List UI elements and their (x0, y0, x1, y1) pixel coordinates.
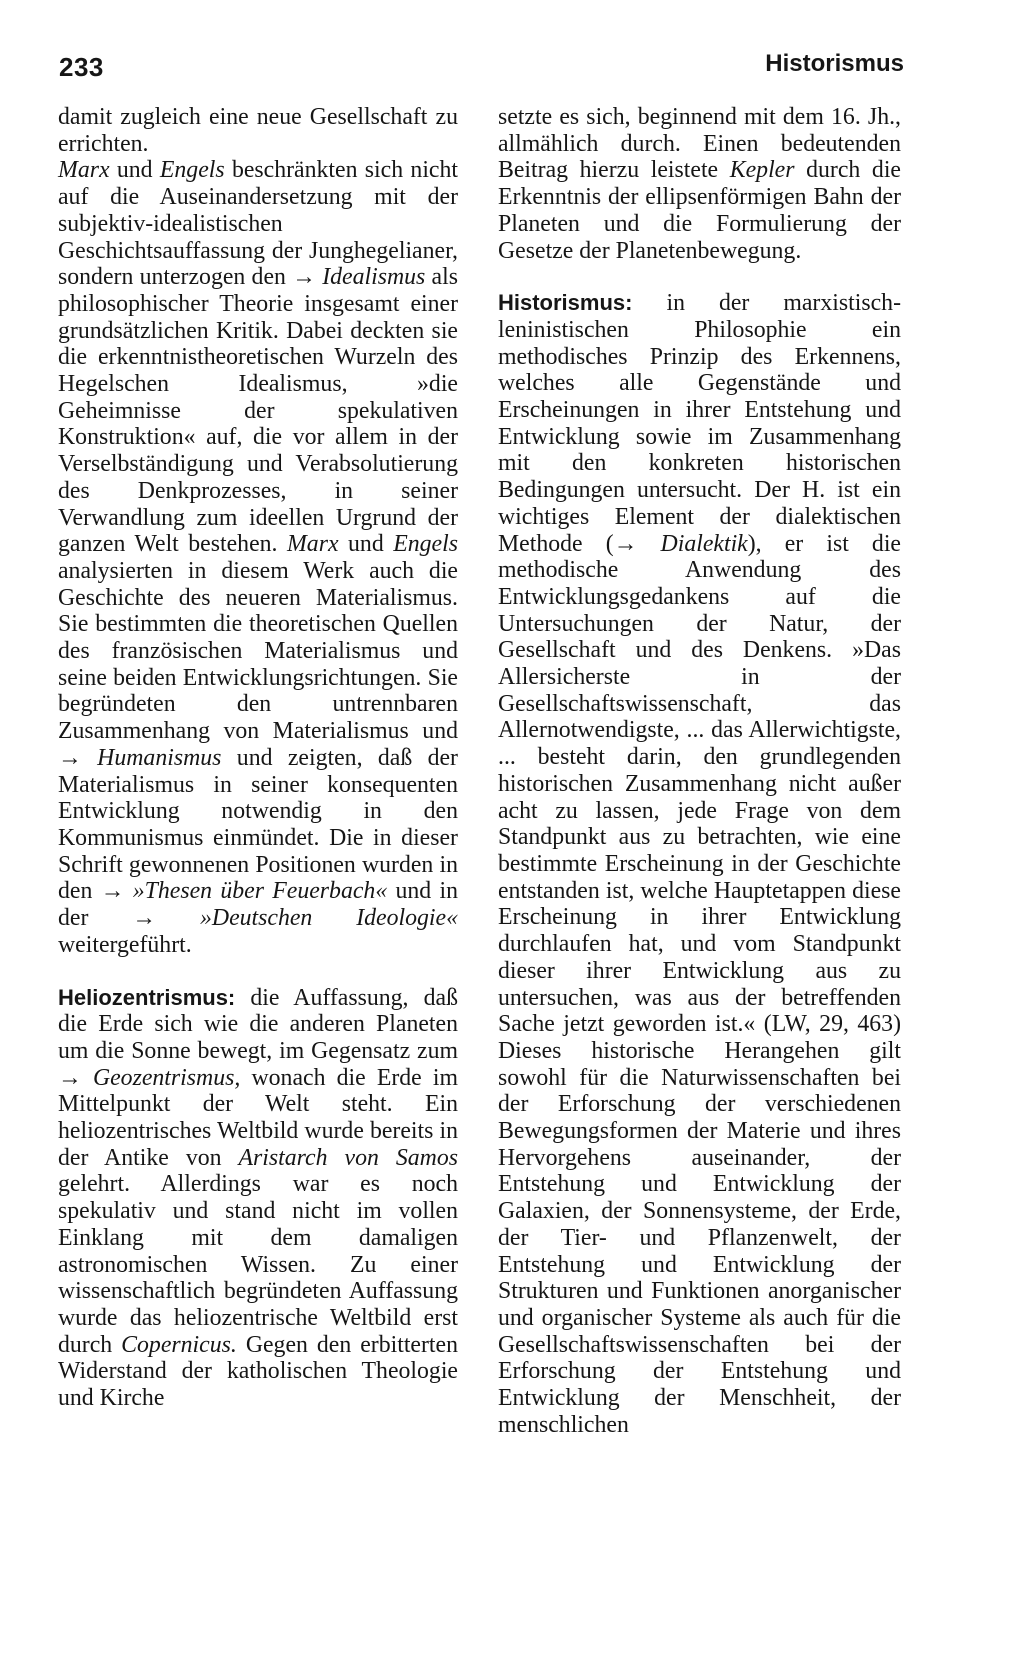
text-run: ), er ist die methodische Anwendung des Entwicklungsgedankens auf die Untersuchungen der Natur, der Gesellschaft und des Denkens. »Das Allersicherste in der Gesellschaftswissenschaft, das Allernotwendigste, ... das Allerwichtigste, ... besteht darin, den grundlegenden historischen Zusammenhang nicht außer acht zu lassen, jede Frage von dem Standpunkt aus zu betrachten, wie eine bestimmte Erscheinung in der Geschichte entstanden ist, welche Hauptetappen diese Erscheinung in ihrer Entwicklung durchlaufen hat, und vom Standpunkt dieser ihrer Entwicklung aus zu untersuchen, was aus der betreffenden Sache jetzt geworden ist.« (LW, 29, 463) Dieses historische Herangehen gilt sowohl für die Naturwissenschaften bei der Erforschung der verschiedenen Bewegungsformen der Materie und ihres Hervorgehens auseinander, der Entstehung und Entwicklung der Galaxien, der Sonnensysteme, der Erde, der Tier- und Pflanzenwelt, der Entstehung und Entwicklung der Strukturen und Funktionen anorganischer und organischer Systeme als auch für die Gesellschaftswissenschaften bei der Erforschung der Entstehung und Entwicklung der Menschheit, der menschlichen (498, 530, 901, 1438)
text-run: weitergeführt. (58, 931, 192, 958)
entry-keyword-heliozentrismus: Heliozentrismus: (58, 984, 236, 1010)
name-marx: Marx (286, 531, 339, 558)
text-run: wonach die Erde im Mittelpunkt der Welt steht. Ein heliozentrisches Weltbild wurde bereits in der Antike von (58, 1064, 458, 1171)
paragraph-continuation: damit zugleich eine neue Gesellschaft zu errichten. (58, 104, 458, 157)
text-run: gelehrt. Allerdings war es noch spekulativ und stand nicht im vollen Einklang mit dem damaligen astronomischen Wissen. Zu einer wissenschaftlich begründeten Auffassung wurde das heliozentrische Weltbild erst durch (58, 1171, 458, 1358)
right-column (498, 104, 901, 1438)
text-run: Gegen den erbitterten Widerstand der katholischen Theologie und Kirche (58, 1331, 458, 1412)
crossref-dialektik[interactable]: Dialektik (660, 530, 748, 557)
crossref-deutsche-ideologie[interactable]: »Deutschen Ideologie« (199, 905, 458, 932)
paragraph-continuation (498, 104, 901, 264)
text-run: beschränkten sich nicht auf die Auseinandersetzung mit der subjektiv-idealistischen Geschichtsauffassung der Junghegelianer, sondern unterzogen den → (58, 157, 459, 291)
entry-historismus (498, 290, 901, 1438)
name-engels: Engels (159, 157, 225, 184)
name-engels: Engels (393, 531, 458, 558)
text-run: analysierten in diesem Werk auch die Geschichte des neueren Materialismus. Sie bestimmten die theoretischen Quellen des französischen Materialismus und seine beiden Entwicklungsrichtungen. Sie begründeten den untrennbaren Zusammenhang von Materialismus und → (58, 557, 458, 771)
text-run: setzte es sich, beginnend mit dem 16. Jh., allmählich durch. Einen bedeutenden Beitrag hierzu leistete (498, 104, 901, 184)
text-run: durch die Erkenntnis der ellipsenförmigen Bahn der Planeten und die Formulierung der Gesetze der Planetenbewegung. (498, 157, 901, 264)
text-run: die Auffassung, daß die Erde sich wie die anderen Planeten um die Sonne bewegt, im Gegensatz zum → (58, 984, 458, 1091)
page-number: 233 (59, 52, 104, 82)
name-kepler: Kepler (729, 157, 795, 184)
text-run: und in der → (58, 878, 458, 932)
entry-keyword-historismus: Historismus: (498, 290, 633, 316)
crossref-idealismus[interactable]: Idealismus (322, 264, 426, 291)
paragraph-marx-engels (58, 157, 458, 958)
entry-heliozentrismus (58, 985, 458, 1412)
text-run: und (109, 157, 160, 184)
running-head: Historismus (765, 50, 904, 77)
text-run: und zeigten, daß der Materialismus in seiner konsequenten Entwicklung notwendig in den Kommunismus einmündet. Die in dieser Schrift gewonnenen Positionen wurden in den → (58, 744, 458, 905)
name-copernicus: Copernicus. (121, 1331, 237, 1358)
text-run: in der marxistisch-leninistischen Philosophie ein methodisches Prinzip des Erkennens, welches alle Gegenstände und Erscheinungen in ihrer Entstehung und Entwicklung sowie im Zusammenhang mit den konkreten historischen Bedingungen untersucht. Der H. ist ein wichtiges Element der dialektischen Methode (→ (498, 290, 901, 557)
left-column (58, 104, 458, 1412)
name-marx: Marx (58, 157, 110, 184)
crossref-humanismus[interactable]: Humanismus (97, 744, 222, 771)
text-run: und (338, 531, 394, 558)
text-run: als philosophischer Theorie insgesamt einer grundsätzlichen Kritik. Dabei deckten sie die erkenntnistheoretischen Wurzeln des Hegelschen Idealismus, »die Geheimnisse der spekulativen Konstruktion« auf, die vor allem in der Verselbständigung und Verabsolutierung des Denkprozesses, in seiner Verwandlung zum ideellen Urgrund der ganzen Welt bestehen. (58, 264, 458, 558)
name-aristarch: Aristarch von Samos (238, 1144, 458, 1171)
crossref-geozentrismus[interactable]: Geozentrismus, (92, 1064, 241, 1091)
crossref-thesen-feuerbach[interactable]: »Thesen über Feuerbach« (132, 878, 388, 905)
